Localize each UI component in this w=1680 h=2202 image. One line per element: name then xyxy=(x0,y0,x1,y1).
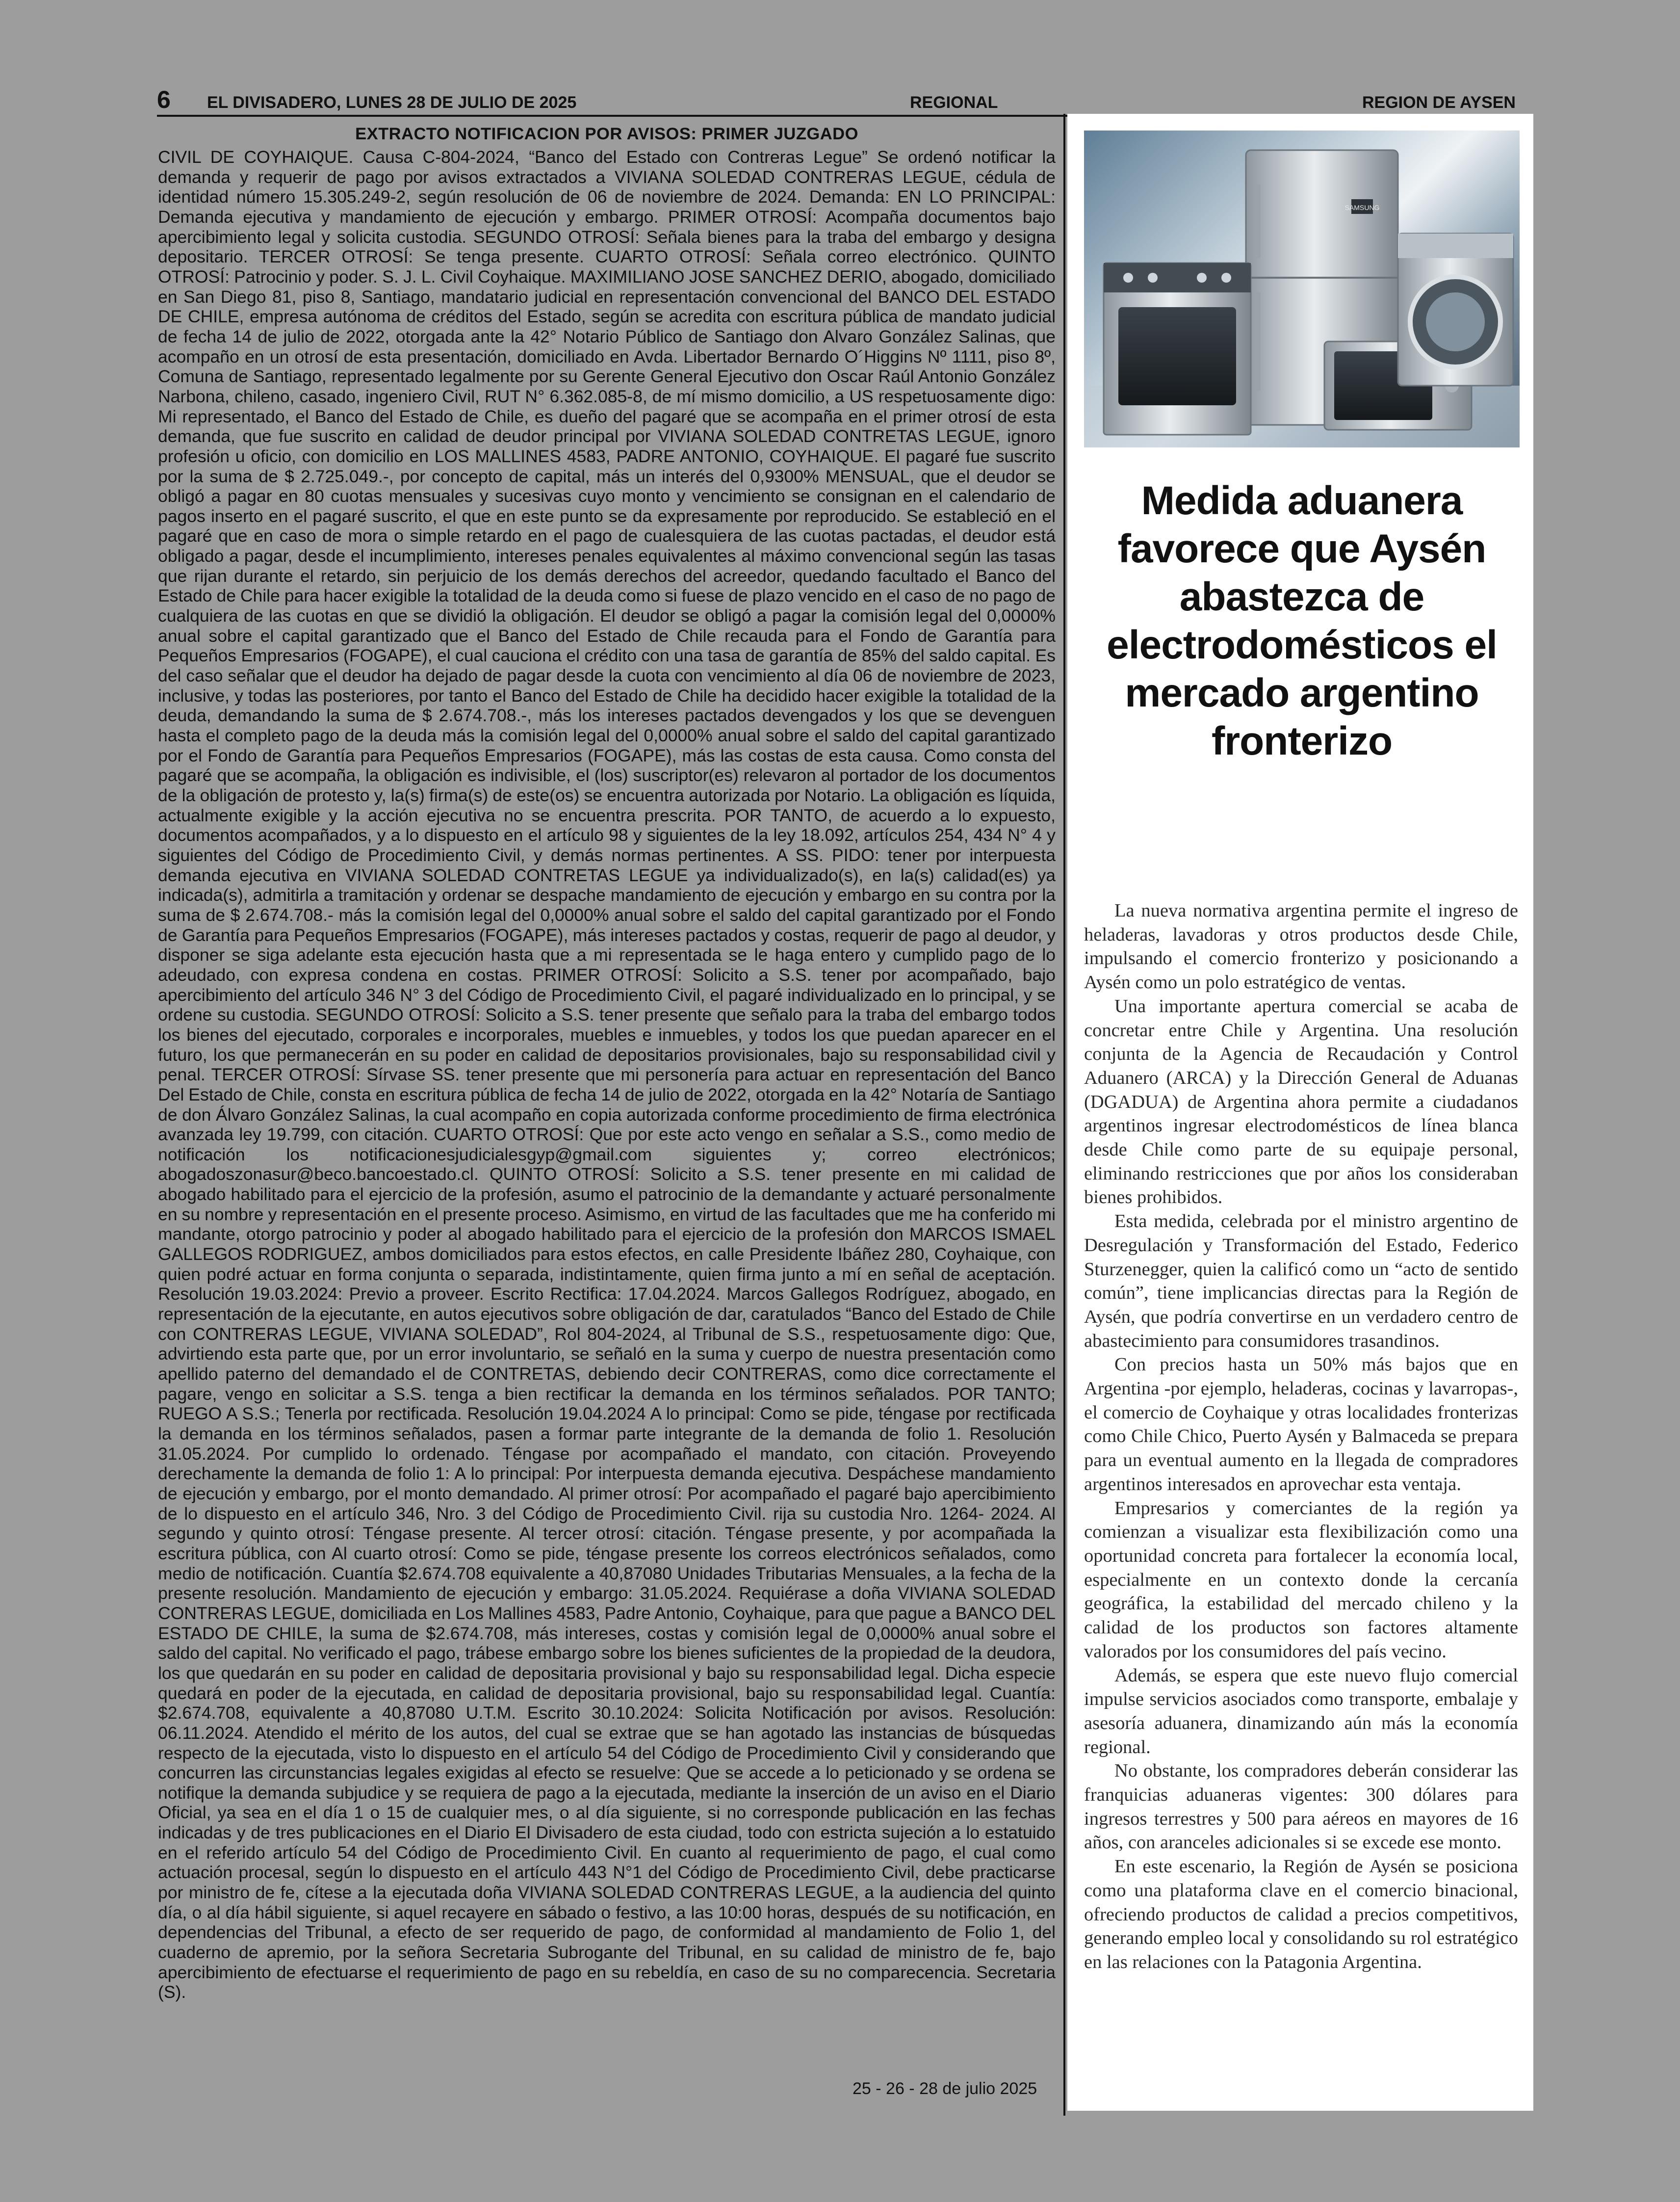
article-paragraph: Una importante apertura comercial se acaba de concretar entre Chile y Argentina. Una resolución conjunta de la Agencia de Recaudación y Control Aduanero (ARCA) y la Dirección General de Aduanas (DGADUA) de Argentina ahora permite a ciudadanos argentinos ingresar electrodomésticos de línea blanca desde Chile como parte de su equipaje personal, eliminando restricciones que por años los consideraban bienes prohibidos. xyxy=(1084,996,1518,1208)
notice-title: EXTRACTO NOTIFICACION POR AVISOS: PRIMER JUZGADO xyxy=(355,125,858,143)
publication-dates: 25 - 26 - 28 de julio 2025 xyxy=(853,2079,1037,2098)
news-article xyxy=(1067,114,1533,2111)
article-paragraph: Con precios hasta un 50% más bajos que en Argentina -por ejemplo, heladeras, cocinas y lavarropas-, el comercio de Coyhaique y otras localidades fronterizas como Chile Chico, Puerto Aysén y Balmaceda se prepara para un eventual aumento en la llegada de compradores argentinos interesados en aprovechar esta ventaja. xyxy=(1084,1354,1518,1494)
region-name: REGION DE AYSEN xyxy=(1362,93,1516,112)
appliances-illustration xyxy=(1084,131,1520,447)
publication-date: EL DIVISADERO, LUNES 28 DE JULIO DE 2025 xyxy=(207,93,577,112)
article-body xyxy=(1084,899,1518,1974)
section-name: REGIONAL xyxy=(910,93,998,112)
page-header xyxy=(157,86,1516,117)
notice-body: CIVIL DE COYHAIQUE. Causa C-804-2024, “Banco del Estado con Contreras Legue” Se ordenó notificar la demanda y requerir de pago por avisos extractados a VIVIANA SOLEDAD CONTRERAS LEGUE, cédula de identidad número 15.305.249-2, según resolución de 06 de noviembre de 2024. Demanda: EN LO PRINCIPAL: Demanda ejecutiva y mandamiento de ejecución y embargo. PRIMER OTROSÍ: Acompaña documentos bajo apercibimiento legal y solicita custodia. SEGUNDO OTROSÍ: Señala bienes para la traba del embargo y designa depositario. TERCER OTROSÍ: Se tenga presente. CUARTO OTROSÍ: Señala correo electrónico. QUINTO OTROSÍ: Patrocinio y poder. S. J. L. Civil Coyhaique. MAXIMILIANO JOSE SANCHEZ DERIO, abogado, domiciliado en San Diego 81, piso 8, Santiago, mandatario judicial en representación convencional del BANCO DEL ESTADO DE CHILE, empresa autónoma de créditos del Estado, según se acredita con escritura pública de mandato judicial de fecha 14 de julio de 2022, otorgada ante la 42° Notario Público de Santiago don Alvaro González Salinas, que acompaño en un otrosí de esta presentación, domiciliado en Avda. Libertador Bernardo O´Higgins Nº 1111, piso 8º, Comuna de Santiago, representado legalmente por su Gerente General Ejecutivo don Oscar Raúl Antonio González Narbona, chileno, casado, ingeniero Civil, RUT N° 6.362.085-8, de mí mismo domicilio, a US respetuosamente digo: Mi representado, el Banco del Estado de Chile, es dueño del pagaré que se acompaña en el primer otrosí de esta demanda, que fue suscrito en calidad de deudor principal por VIVIANA SOLEDAD CONTRETAS LEGUE, ignoro profesión u oficio, con domicilio en LOS MALLINES 4583, PADRE ANTONIO, COYHAIQUE. El pagaré fue suscrito por la suma de $ 2.725.049.-, por concepto de capital, más un interés del 0,9300% MENSUAL, que el deudor se obligó a pagar en 80 cuotas mensuales y sucesivas cuyo monto y vencimiento se consignan en el calendario de pagos inserto en el pagaré suscrito, el que en este punto se da expresamente por reproducido. Se estableció en el pagaré que en caso de mora o simple retardo en el pago de cualesquiera de las cuotas pactadas, el deudor está obligado a pagar, desde el incumplimiento, intereses penales equivalentes al máximo convencional según las tasas que rijan durante el retardo, sin perjuicio de los demás derechos del acreedor, quedando facultado el Banco del Estado de Chile para hacer exigible la totalidad de la deuda como si fuese de plazo vencido en el caso de no pago de cualquiera de las cuotas en que se dividió la obligación. El deudor se obligó a pagar la comisión legal del 0,0000% anual sobre el capital garantizado que el Banco del Estado de Chile recauda para el Fondo de Garantía para Pequeños Empresarios (FOGAPE), el cual cauciona el crédito con una tasa de garantía de 85% del saldo capital. Es del caso señalar que el deudor ha dejado de pagar desde la cuota con vencimiento al día 06 de noviembre de 2023, inclusive, y todas las posteriores, por tanto el Banco del Estado de Chile ha decidido hacer exigible la totalidad de la deuda, demandando la suma de $ 2.674.708.-, más los intereses pactados devengados y los que se devenguen hasta el completo pago de la deuda más la comisión legal del 0,0000% anual sobre el saldo del capital garantizado por el Fondo de Garantía para Pequeños Empresarios (FOGAPE), más las costas de esta causa. Como consta del pagaré que se acompaña, la obligación es indivisible, el (los) suscriptor(es) relevaron al portador de los documentos de la obligación de protesto y, la(s) firma(s) de este(os) se encuentra autorizada por Notario. La obligación es líquida, actualmente exigible y la acción ejecutiva no se encuentra prescrita. POR TANTO, de acuerdo a lo expuesto, documentos acompañados, y a lo dispuesto en el artículo 98 y siguientes de la ley 18.092, artículos 254, 434 N° 4 y siguientes del Código de Procedimiento Civil, y demás normas pertinentes. A SS. PIDO: tener por interpuesta demanda ejecutiva en VIVIANA SOLEDAD CONTRETAS LEGUE ya individualizado(s), en la(s) calidad(es) ya indicada(s), admitirla a tramitación y ordenar se despache mandamiento de ejecución y embargo en su contra por la suma de $ 2.674.708.- más la comisión legal del 0,0000% anual sobre el saldo del capital garantizado por el Fondo de Garantía para Pequeños Empresarios (FOGAPE), más intereses pactados y costas, requerir de pago al deudor, y disponer se siga adelante esta ejecución hasta que a mi representada se le haga entero y cumplido pago de lo adeudado, con expresa condena en costas. PRIMER OTROSÍ: Solicito a S.S. tener por acompañado, bajo apercibimiento del artículo 346 N° 3 del Código de Procedimiento Civil, el pagaré individualizado en lo principal, y se ordene su custodia. SEGUNDO OTROSÍ: Solicito a S.S. tener presente que señalo para la traba del embargo todos los bienes del ejecutado, corporales e incorporales, muebles e inmuebles, y todos los que puedan aparecer en el futuro, los que permanecerán en su poder en calidad de depositarios provisionales, bajo su responsabilidad civil y penal. TERCER OTROSÍ: Sírvase SS. tener presente que mi personería para actuar en representación del Banco Del Estado de Chile, consta en escritura pública de fecha 14 de julio de 2022, otorgada en la 42° Notaría de Santiago de don Álvaro González Salinas, la cual acompaño en copia autorizada conforme procedimiento de firma electrónica avanzada ley 19.799, con citación. CUARTO OTROSÍ: Que por este acto vengo en señalar a S.S., como medio de notificación los notificacionesjudicialesgyp@gmail.com siguientes y; correo electrónicos; abogadoszonasur@beco.bancoestado.cl. QUINTO OTROSÍ: Solicito a S.S. tener presente en mi calidad de abogado habilitado para el ejercicio de la profesión, asumo el patrocinio de la demandante y actuaré personalmente en su nombre y representación en el presente proceso. Asimismo, en virtud de las facultades que me ha conferido mi mandante, otorgo patrocinio y poder al abogado habilitado para el ejercicio de la profesión don MARCOS ISMAEL GALLEGOS RODRIGUEZ, ambos domiciliados para estos efectos, en calle Presidente Ibáñez 280, Coyhaique, con quien podré actuar en forma conjunta o separada, indistintamente, quien firma junto a mí en señal de aceptación. Resolución 19.03.2024: Previo a proveer. Escrito Rectifica: 17.04.2024. Marcos Gallegos Rodríguez, abogado, en representación de la ejecutante, en autos ejecutivos sobre obligación de dar, caratulados “Banco del Estado de Chile con CONTRERAS LEGUE, VIVIANA SOLEDAD”, Rol 804-2024, al Tribunal de S.S., respetuosamente digo: Que, advirtiendo esta parte que, por un error involuntario, se señaló en la suma y cuerpo de nuestra presentación como apellido paterno del demandado el de CONTRETAS, debiendo decir CONTRERAS, como dice correctamente el pagare, vengo en solicitar a S.S. tenga a bien rectificar la demanda en los términos señalados. POR TANTO; RUEGO A S.S.; Tenerla por rectificada. Resolución 19.04.2024 A lo principal: Como se pide, téngase por rectificada la demanda en los términos señalados, pasen a formar parte integrante de la demanda de folio 1. Resolución 31.05.2024. Por cumplido lo ordenado. Téngase por acompañado el mandato, con citación. Proveyendo derechamente la demanda de folio 1: A lo principal: Por interpuesta demanda ejecutiva. Despáchese mandamiento de ejecución y embargo, por el monto demandado. Al primer otrosí: Por acompañado el pagaré bajo apercibimiento de lo dispuesto en el artículo 346, Nro. 3 del Código de Procedimiento Civil. rija su custodia Nro. 1264- 2024. Al segundo y quinto otrosí: Téngase presente. Al tercer otrosí: citación. Téngase presente, y por acompañada la escritura pública, con Al cuarto otrosí: Como se pide, téngase presente los correos electrónicos señalados, como medio de notificación. Cuantía $2.674.708 equivalente a 40,87080 Unidades Tributarias Mensuales, a la fecha de la presente resolución. Mandamiento de ejecución y embargo: 31.05.2024. Requiérase a doña VIVIANA SOLEDAD CONTRERAS LEGUE, domiciliada en Los Mallines 4583, Padre Antonio, Coyhaique, para que pague a BANCO DEL ESTADO DE CHILE, la suma de $2.674.708, más intereses, costas y comisión legal de 0,0000% anual sobre el saldo del capital. No verificado el pago, trábese embargo sobre los bienes suficientes de la propiedad de la deudora, los que quedarán en su poder en calidad de depositaria provisional y bajo su responsabilidad legal. Dicha especie quedará en poder de la ejecutada, en calidad de depositaria provisional, bajo su responsabilidad legal. Cuantía: $2.674.708, equivalente a 40,87080 U.T.M. Escrito 30.10.2024: Solicita Notificación por avisos. Resolución: 06.11.2024. Atendido el mérito de los autos, del cual se extrae que se han agotado las instancias de búsquedas respecto de la ejecutada, visto lo dispuesto en el artículo 54 del Código de Procedimiento Civil y considerando que concurren las circunstancias legales exigidas al efecto se resuelve: Que se accede a lo peticionado y se ordena se notifique la demanda subjudice y se requiera de pago a la ejecutada, mediante la inserción de un aviso en el Diario Oficial, ya sea en el día 1 o 15 de cualquier mes, o al día siguiente, si no corresponde publicación en las fechas indicadas y de tres publicaciones en el Diario El Divisadero de esta ciudad, todo con estricta sujeción a lo estatuido en el referido artículo 54 del Código de Procedimiento Civil. En cuanto al requerimiento de pago, el cual como actuación procesal, según lo dispuesto en el artículo 443 N°1 del Código de Procedimiento Civil, debe practicarse por ministro de fe, cítese a la ejecutada doña VIVIANA SOLEDAD CONTRERAS LEGUE, a la audiencia del quinto día, o al día hábil siguiente, si aquel recayere en sábado o festivo, a las 10:00 horas, después de su notificación, en dependencias del Tribunal, a efecto de ser requerido de pago, de conformidad al mandamiento de Folio 1, del cuaderno de apremio, por la señora Secretaria Subrogante del Tribunal, en su calidad de ministro de fe, bajo apercibimiento de efectuarse el requerimiento de pago en su rebeldía, en caso de su no comparecencia. Secretaria (S). xyxy=(158,147,1056,2002)
article-paragraph: Esta medida, celebrada por el ministro argentino de Desregulación y Transformación del Estado, Federico Sturzenegger, quien la calificó como un “acto de sentido común”, tiene implicancias directas para la Región de Aysén, que podría convertirse en un verdadero centro de abastecimiento para consumidores trasandinos. xyxy=(1084,1211,1518,1351)
article-paragraph: La nueva normativa argentina permite el ingreso de heladeras, lavadoras y otros productos desde Chile, impulsando el comercio fronterizo y posicionando a Aysén como un polo estratégico de ventas. xyxy=(1084,900,1518,993)
article-paragraph: Además, se espera que este nuevo flujo comercial impulse servicios asociados como transporte, embalaje y asesoría aduanera, dinamizando aún más la economía regional. xyxy=(1084,1665,1518,1757)
page-number: 6 xyxy=(157,86,171,113)
article-paragraph: Empresarios y comerciantes de la región ya comienzan a visualizar esta flexibilización como una oportunidad concreta para fortalecer la economía local, especialmente en un contexto donde la cercanía geográfica, la estabilidad del mercado chileno y la calidad de los productos son factores altamente valorados por los consumidores del país vecino. xyxy=(1084,1497,1518,1662)
article-headline: Medida aduanera favorece que Aysén abastezca de electrodomésticos el mercado argentino fronterizo xyxy=(1107,478,1497,763)
article-paragraph: No obstante, los compradores deberán considerar las franquicias aduaneras vigentes: 300 dólares para ingresos terrestres y 500 para aéreos en mayores de 16 años, con aranceles adicionales si se excede ese monto. xyxy=(1084,1760,1518,1853)
column-divider xyxy=(1063,114,1065,2116)
article-paragraph: En este escenario, la Región de Aysén se posiciona como una plataforma clave en el comercio binacional, ofreciendo productos de calidad a precios competitivos, generando empleo local y consolidando su rol estratégico en las relaciones con la Patagonia Argentina. xyxy=(1084,1856,1518,1972)
appliances-photo xyxy=(1084,131,1520,447)
legal-notice xyxy=(158,124,1056,2002)
brand-label: SAMSUNG xyxy=(1344,204,1380,211)
